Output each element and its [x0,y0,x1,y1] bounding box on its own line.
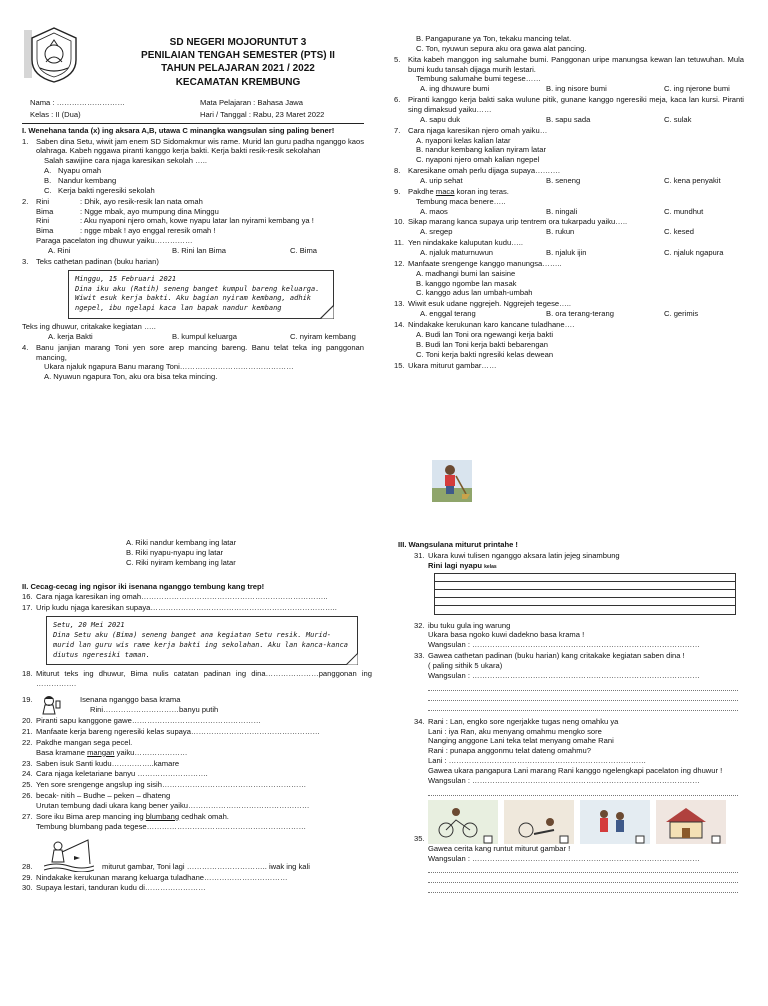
section-3-title: III. Wangsulana miturut printahe ! [398,540,518,549]
question-6-options [394,115,744,125]
answer-line[interactable]: Wangsulan : ……………………………………………………………………………… [428,853,700,863]
option-a[interactable]: A. madhangi bumi lan saisine [416,268,516,278]
meta-name: Nama : ……………………… [30,98,125,107]
question-1: 1. Saben dina Setu, wiwit jam enem SD Sidomakmur wis rame. Murid lan guru padha nganggo kaos olahraga. Kabeh nggawa piranti kanggo kerja bakti. Kerja bakti resik-resik sekolahan [22,136,364,156]
option-a[interactable]: A. njaluk maturnuwun [420,248,494,258]
dialog-line: Rini : Dhik, ayo resik-resik lan nata omah [36,196,203,206]
question-22-line-2: Basa kramane mangan yaiku………………… [36,747,188,757]
question-3: 3. Teks cathetan padinan (buku harian) [22,256,159,266]
question-4-ask: Ukara njaluk ngapura Banu marang Toni……………………………………… [44,362,294,372]
student-meta [22,96,364,124]
question-16: 16. Cara njaga karesikan ing omah……………………………………………………………….. [22,592,328,602]
question-33-line-2: ( paling sithik 5 ukara) [428,661,503,671]
meta-date: Hari / Tanggal : Rabu, 23 Maret 2022 [200,109,325,119]
picture-4-home-icon [656,800,726,844]
question-31: 31. Ukara kuwi tulisen nganggo aksara latin jejeg sinambung [414,550,620,560]
option-c[interactable]: C. Ton, nyuwun sepura aku ora gawa alat pancing. [416,43,587,53]
page-curl-icon [320,305,334,319]
question-3-ask: Teks ing dhuwur, critakake kegiatan ….. [22,321,156,331]
option-b[interactable]: B. ora terang-terang [546,309,614,319]
question-34-instruction: Gawea ukara pangapura Lani marang Rani kanggo ngelengkapi pacelaton ing dhuwur ! [428,766,723,776]
option-c[interactable]: C. Bima [290,246,318,256]
diary-text: Dina iku aku (Ratih) seneng banget kumpul bareng keluarga. Wiwit esuk kerja bakti. Aku bagian nyiram kembang, adhik ngepel, ibu ngelapi kaca lan bapak nandur kembang [75,284,320,313]
question-8-options [394,176,744,186]
question-15: 15. Ukara miturut gambar…… [394,360,497,370]
diary-date: Setu, 20 Mei 2021 [53,621,125,630]
meta-subject: Mata Pelajaran : Bahasa Jawa [200,98,303,107]
question-9-options [394,207,744,217]
answer-lines[interactable] [428,786,738,796]
option-a[interactable]: A. sapu duk [420,114,461,124]
option-c[interactable]: C. gerimis [664,309,699,319]
option-c[interactable]: C. kena penyakit [664,176,721,186]
option-b[interactable]: B. rukun [546,227,575,237]
question-11-options [394,248,744,258]
option-c[interactable]: C. nyiram kembang [290,331,356,341]
diary-box-wrapper [22,267,364,322]
option-a[interactable]: A. ing dhuwure bumi [420,84,490,94]
option-c[interactable]: C. ing njerone bumi [664,84,730,94]
answer-lines[interactable] [428,863,738,893]
option-a[interactable]: A. maos [420,206,448,216]
boy-fishing-icon [44,838,94,872]
diary-date: Minggu, 15 Februari 2021 [75,274,177,283]
question-27-line-2: Tembung blumbang pada tegese……………………………………………………… [36,821,307,831]
question-26: 26. becak- nitih – Budhe – peken – dhateng [22,791,171,801]
question-23: 23. Saben isuk Santi kudu……………..kamare [22,758,180,768]
option-c[interactable]: C. Kerja bakti ngeresiki sekolah [44,185,155,195]
section-2-title: II. Cecag-cecag ing ngisor iki isenana nganggo tembung kang trep! [22,581,265,591]
dialog-line: Rini : Aku nyaponi njero omah, kowe nyapu latar lan nyirami kembang ya ! [36,216,314,226]
option-c[interactable]: C. sulak [664,114,692,124]
question-31-sample: Rini lagi nyapu kelas [428,560,497,570]
diary-text: Dina Setu aku (Bima) seneng banget ana kegiatan Setu resik. Murid-murid lan guru wis rame kerja bakti ing sekolahan. Aku lan kanca-kanca diutus ngeresiki taman. [53,630,349,659]
boy-sweeping-illustration [432,460,472,502]
option-b[interactable]: B. sapu sada [546,114,591,124]
question-4: 4. Banu janjian marang Toni yen sore arep mancing bareng. Banu telat teka ing panggonan mancing, [22,342,364,362]
question-18: 18. Miturut teks ing dhuwur, Bima nulis catatan padinan ing dina…………………panggonan ing ……………. [22,669,372,689]
question-19-line-1: Isenana nganggo basa krama [80,695,181,705]
meta-class: Kelas : II (Dua) [30,109,81,119]
option-c[interactable]: C. Riki nyiram kembang ing latar [126,557,236,567]
school-year: TAHUN PELAJARAN 2021 / 2022 [161,63,315,75]
question-10: 10. Sikap marang kanca supaya urip tentrem ora tukarpadu yaiku….. [394,217,628,227]
dialog-line: Rani : punapa anggonmu telat dateng omahmu? [428,746,591,756]
question-28: 28. miturut gambar, Toni lagi ………………………….. iwak ing kali [22,838,372,872]
school-emblem-icon [24,24,84,84]
option-a[interactable]: A. nyaponi kelas kalian latar [416,135,511,145]
option-c[interactable]: C. njaluk ngapura [664,248,724,258]
option-c[interactable]: C. mundhut [664,206,704,216]
option-a[interactable]: A. sregep [420,227,453,237]
question-32: 32. ibu tuku gula ing warung [414,620,511,630]
option-b[interactable]: B. kanggo ngombe lan masak [416,278,517,288]
question-19-line-2: Rini…………………………banyu putih [90,704,219,714]
question-35: 35. [398,800,744,844]
dialog-line: Lani : iya Ran, aku menyang omahmu mengko sore [428,726,602,736]
option-c[interactable]: C. kesed [664,227,694,237]
option-b[interactable]: B. Riki nyapu-nyapu ing latar [126,547,224,557]
exam-header [18,20,378,100]
option-b[interactable]: B. ningali [546,206,578,216]
question-1-options [22,166,364,196]
question-8: 8. Karesikane omah perlu dijaga supaya………. [394,166,560,176]
question-19: 19. Isenana nganggo basa krama Rini…………………………banyu putih [22,695,219,714]
question-17: 17. Urip kudu njaga karesikan supaya……………………………………………………………….. [22,603,337,613]
option-b[interactable]: B. Pangapurane ya Ton, tekaku mancing telat. [416,34,572,43]
handwriting-answer-box[interactable] [434,573,736,615]
question-26-line-2: Urutan tembung dadi ukara kang bener yaiku………………………………………… [36,800,310,810]
picture-3-help-icon [580,800,650,844]
option-a[interactable]: A. Nyuwun ngapura Ton, aku ora bisa teka mincing. [44,372,218,382]
question-34: 34. Rani : Lan, engko sore ngerjakke tugas neng omahku ya [414,716,619,726]
question-22: 22. Pakdhe mangan sega pecel. [22,737,133,747]
dialog-line: Nanging anggone Lani teka telat menyang omahe Rani [428,736,614,746]
question-25: 25. Yen sore srengenge angslup ing sisih………………………………………………… [22,780,307,790]
option-b[interactable]: B. seneng [546,176,581,186]
picture-sequence [428,800,726,844]
answer-line[interactable]: Wangsulan : ……………………………………………………………………………… [428,670,700,680]
option-b[interactable]: B. njaluk ijin [546,248,587,258]
option-b[interactable]: B. ing nisore bumi [546,84,607,94]
question-9-ask: Tembung maca benere….. [416,196,506,206]
question-14: 14. Nindakake kerukunan karo kancane tuladhane…. [394,320,575,330]
left-column-top [22,96,364,382]
option-c[interactable]: C. kanggo adus lan umbah-umbah [416,288,533,298]
option-b[interactable]: B. nandur kembang kalian nyiram latar [416,145,547,155]
option-b[interactable]: B. Budi lan Toni kerja bakti bebarengan [416,339,548,349]
answer-line[interactable]: Wangsulan : ……………………………………………………………………………… [428,775,700,785]
header-titles [98,36,378,89]
question-11: 11. Yen nindakake kaluputan kudu….. [394,238,523,248]
diary-box-2-wrapper [22,613,372,668]
answer-line[interactable]: Wangsulan : ……………………………………………………………………………… [428,640,700,650]
question-32-line-2: Ukara basa ngoko kuwi dadekno basa krama ! [428,630,585,640]
question-27: 27. Sore iku Bima arep mancing ing blumbang cedhak omah. [22,811,229,821]
question-1-ask: Salah sawijine cara njaga karesikan sekolah ….. [44,156,207,166]
option-c[interactable]: C. nyaponi njero omah kalian ngepel [416,155,540,165]
question-2-ask: Paraga pacelaton ing dhuwur yaiku…………… [36,236,193,246]
question-5-ask: Tembung salumahe bumi tegese…… [416,74,541,84]
question-2: 2. Rini : Dhik, ayo resik-resik lan nata omah Bima : Ngge mbak, ayo mumpung dina Minggu Rini : Aku nyaponi njero omah, kowe nyapu latar lan nyirami kembang ya ! Bima : ngge mbak ! ayo enggal reresik omah ! Paraga pacelaton ing dhuwur yaiku…………… [22,197,364,246]
right-column-bottom [398,538,744,893]
left-column-bottom [22,538,372,893]
question-33: 33. Gawea cathetan padinan (buku harian) kang critakake kegiatan saben dina ! [414,651,685,661]
question-24: 24. Cara njaga keletariane banyu ………………………. [22,769,208,779]
district: KECAMATAN KREMBUNG [175,76,301,88]
question-10-options [394,227,744,237]
option-c[interactable]: C. Toni kerja bakti ngresiki kelas dewean [416,349,554,359]
question-20: 20. Piranti sapu kanggone gawe…………………………………………… [22,716,261,726]
option-a[interactable]: A. Nyapu omah [44,166,102,176]
right-column-top [394,34,744,370]
exam-title: PENILAIAN TENGAH SEMESTER (PTS) II [141,50,335,62]
option-b[interactable]: B. kumpul keluarga [172,331,238,341]
question-13: 13. Wiwit esuk udane nggrejeh. Nggrejeh tegese….. [394,299,571,309]
option-a[interactable]: A. Riki nandur kembang ing latar [126,538,237,547]
answer-lines[interactable] [428,681,738,711]
option-a[interactable]: A. urip sehat [420,176,463,186]
question-12: 12. Manfaate srengenge kanggo manungsa…….. [394,258,562,268]
dialog-line[interactable]: Lani : …………………………………………………………………… [428,756,647,766]
option-a[interactable]: A. enggal terang [420,309,476,319]
question-30: 30. Supaya lestari, tanduran kudu di…………………… [22,883,206,893]
option-a[interactable]: A. Budi lan Toni ora ngewangi kerja bakti [416,329,554,339]
dialog-line: Bima : Ngge mbak, ayo mumpung dina Minggu [36,206,219,216]
question-9: 9. Pakdhe maca koran ing teras. [394,186,509,196]
question-29: 29. Nindakake kerukunan marang keluarga tuladhane…………………………… [22,872,288,882]
option-a[interactable]: A. kerja Bakti [48,331,93,341]
question-6: 6. Piranti kanggo kerja bakti saka wulune pitik, gunane kanggo ngeresiki meja, kaca lan kursi. Piranti sing dimaksud yaiku…… [394,95,744,115]
diary-box [68,270,334,319]
question-5-options [394,84,744,94]
section-1-title: I. Wenehana tanda (x) ing aksara A,B, utawa C minangka wangsulan sing paling bener! [22,125,335,135]
picture-2-fall-icon [504,800,574,844]
question-35-instruction: Gawea cerita kang runtut miturut gambar ! [428,843,571,853]
option-a[interactable]: A. Rini [48,246,71,256]
question-7: 7. Cara njaga karesikan njero omah yaiku… [394,125,548,135]
question-3-options [22,332,364,342]
girl-drinking-icon [40,695,66,715]
option-b[interactable]: B. Rini lan Bima [172,246,227,256]
option-b[interactable]: B. Nandur kembang [44,176,117,186]
question-2-options [22,246,364,256]
picture-1-bike-icon [428,800,498,844]
question-21: 21. Manfaate kerja bareng ngeresiki kelas supaya…………………………………………… [22,726,321,736]
school-name: SD NEGERI MOJORUNTUT 3 [169,37,307,48]
dialog-line: Bima : ngge mbak ! ayo enggal reresik omah ! [36,226,216,236]
page-curl-icon [346,653,358,665]
question-5: 5. Kita kabeh manggon ing salumahe bumi. Panggonan uripe manungsa kewan lan tetuwuhan. Mula bumi kudu tansah dijaga murih lestari. [394,54,744,74]
question-13-options [394,309,744,319]
diary-box-2 [46,616,358,665]
